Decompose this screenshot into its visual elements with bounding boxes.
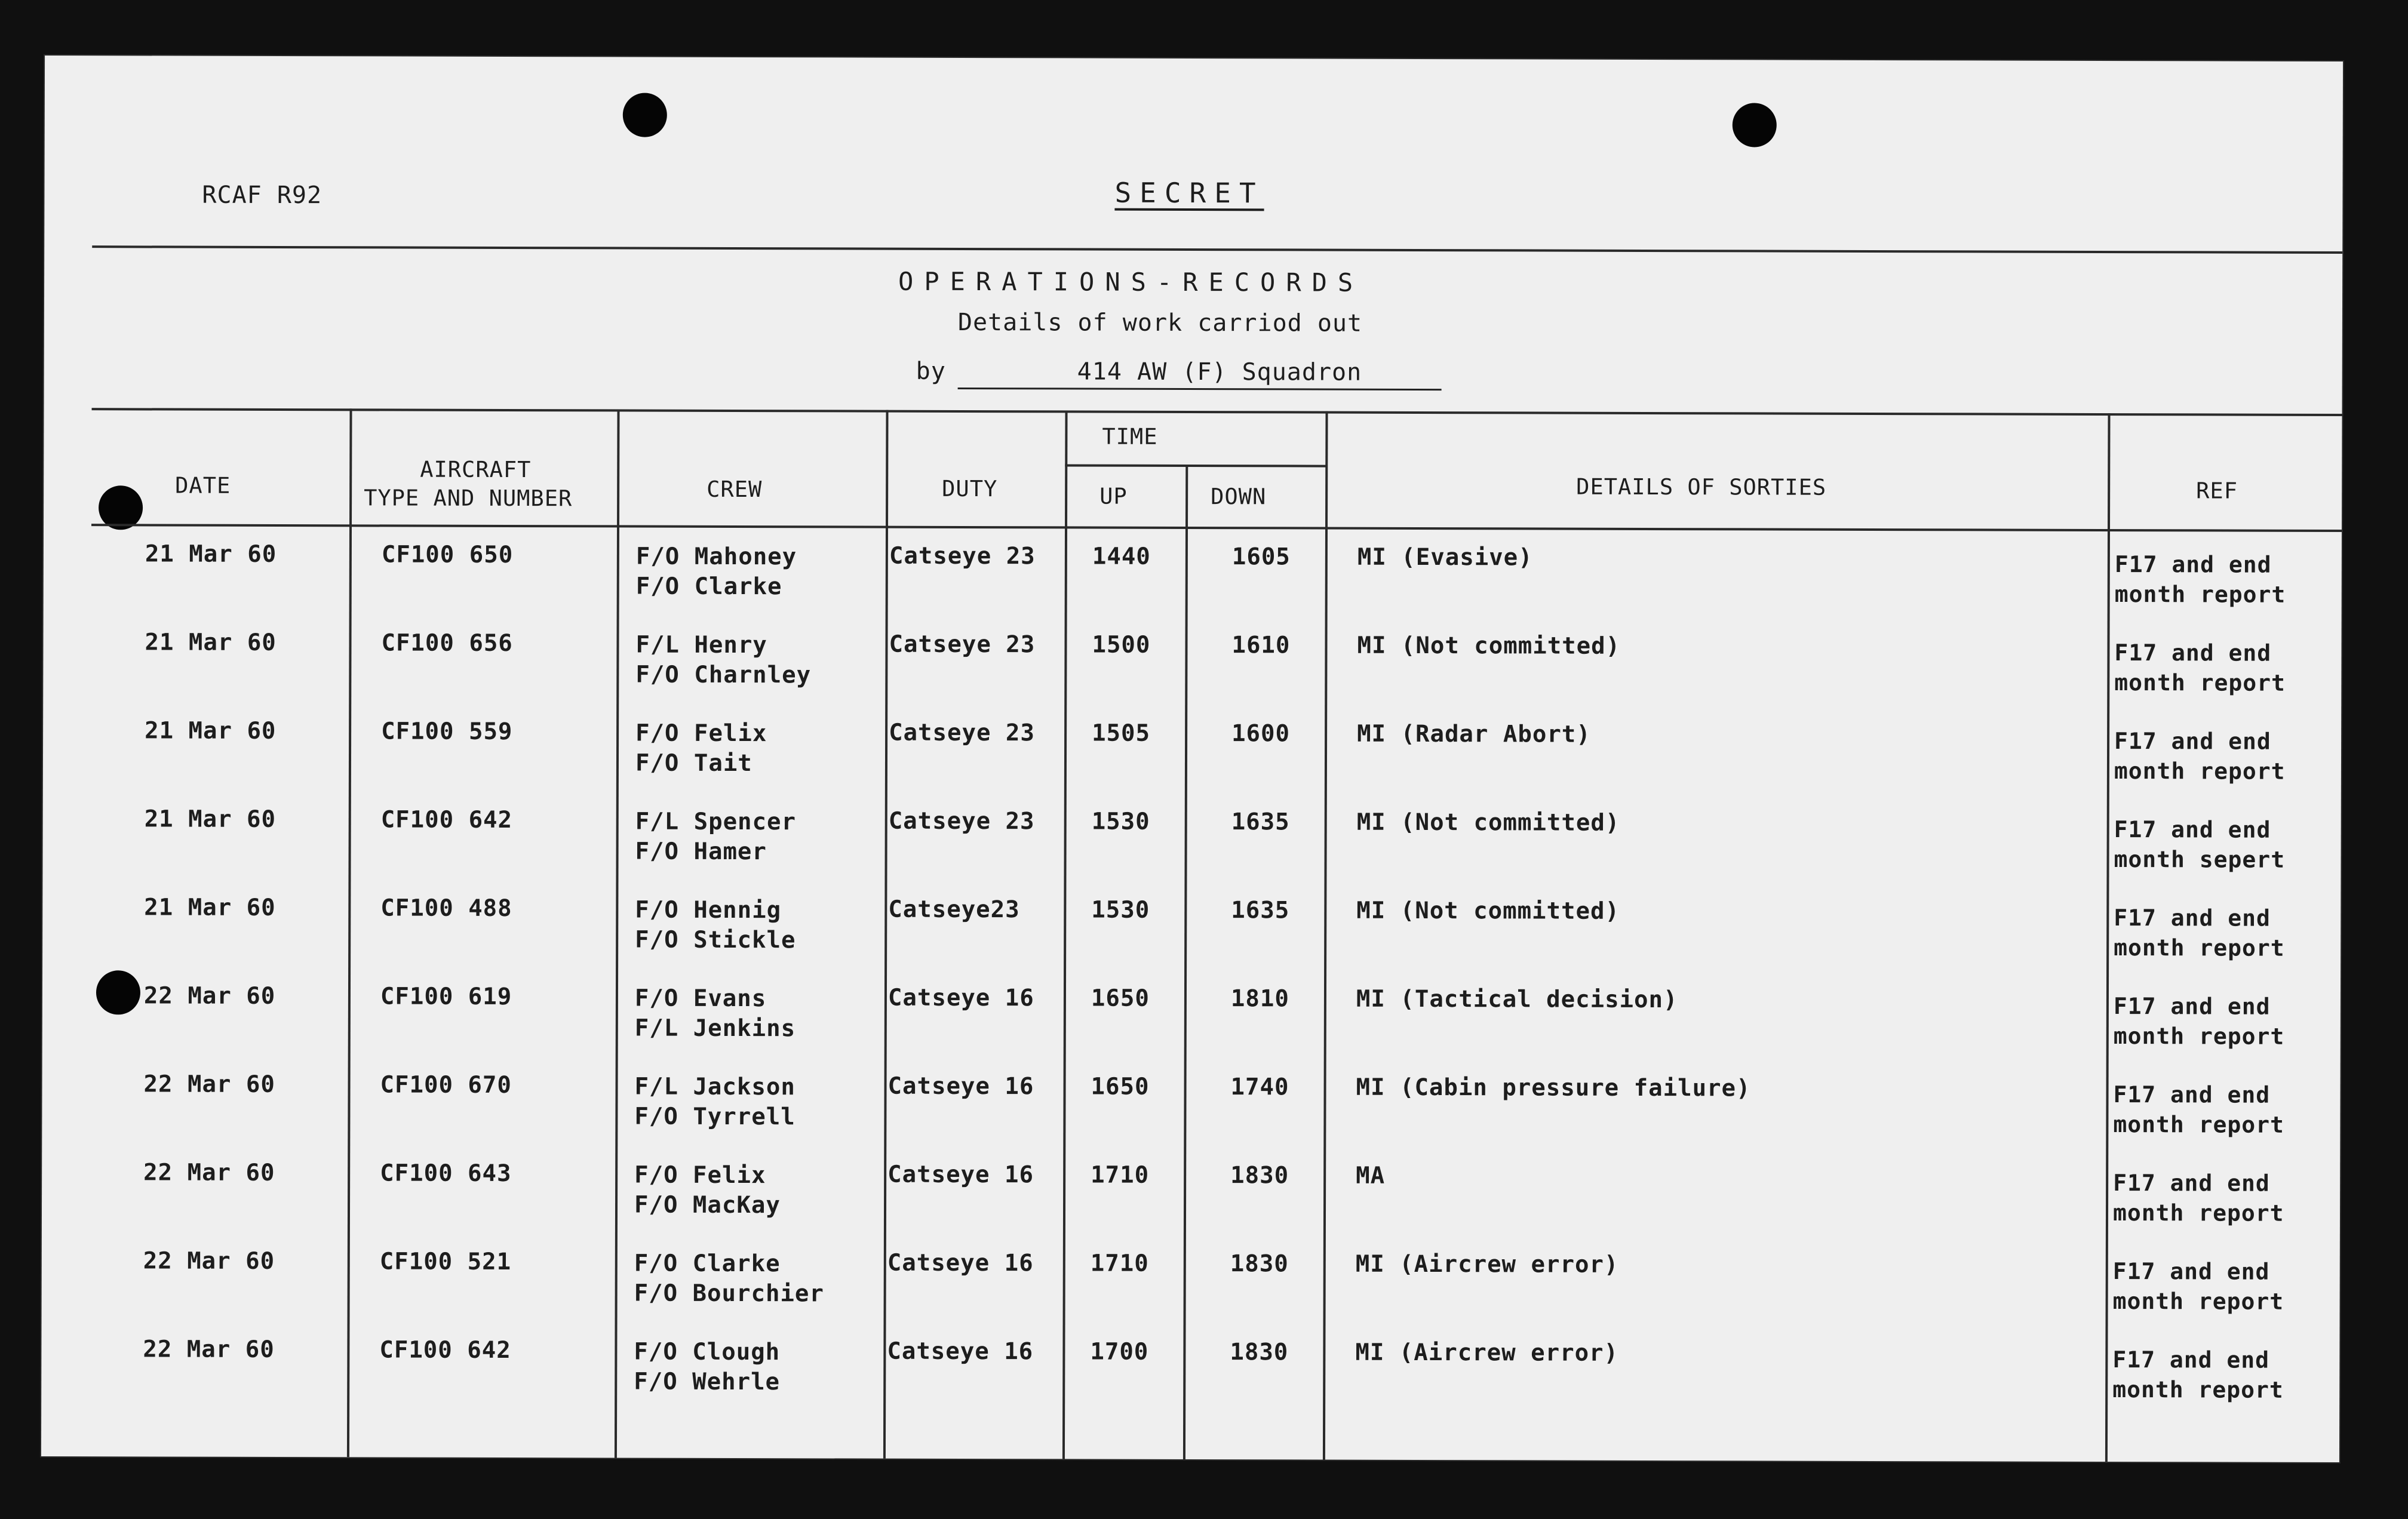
cell-date: 21 Mar 60 [144,894,276,921]
ref-line: month report [2114,934,2285,961]
table-top-rule [92,408,2342,416]
classification-marking: SECRET [1114,176,1264,210]
ref-line: month report [2114,758,2286,785]
crew-navigator: F/O Wehrle [634,1368,781,1396]
operations-record-sheet [41,56,2343,1462]
crew-pilot: F/O Clarke [634,1250,781,1278]
cell-duty: Catseye 16 [887,1337,1034,1366]
cell-aircraft: CF100 650 [381,541,514,569]
ref-line: F17 and end [2113,1081,2271,1108]
cell-ref [2114,814,2286,875]
crew-navigator: F/O Clarke [635,573,782,601]
punch-hole [96,970,140,1014]
ref-line: F17 and end [2112,1346,2270,1373]
cell-date: 22 Mar 60 [143,1159,275,1186]
cell-details: MI (Tactical decision) [1356,985,1678,1014]
cell-ref [2113,1168,2284,1228]
column-divider [2105,413,2111,1462]
cell-date: 21 Mar 60 [145,629,277,656]
crew-pilot: F/O Mahoney [635,543,797,571]
cell-details: MA [1356,1162,1386,1189]
cell-duty: Catseye 23 [889,719,1035,747]
crew-navigator: F/O Stickle [635,926,796,954]
header-details-of-sorties: DETAILS OF SORTIES [1576,473,1827,500]
squadron-underline [958,388,1442,390]
cell-aircraft: CF100 521 [379,1248,512,1276]
ref-line: month report [2113,1111,2285,1138]
header-aircraft: AIRCRAFT [420,456,532,483]
cell-time-up: 1700 [1090,1338,1149,1366]
cell-duty: Catseye 16 [887,1161,1034,1189]
cell-time-down: 1830 [1230,1162,1289,1189]
cell-ref [2113,1080,2284,1140]
form-title: OPERATIONS-RECORDS [898,266,1364,297]
cell-time-up: 1650 [1091,1073,1150,1100]
cell-ref [2113,1256,2284,1317]
cell-details: MI (Evasive) [1357,543,1533,571]
column-divider [883,410,889,1459]
header-time: TIME [1102,423,1158,450]
ref-line: F17 and end [2114,905,2271,931]
column-divider [347,408,352,1457]
cell-ref [2114,991,2285,1051]
ref-line: F17 and end [2114,639,2272,666]
cell-crew [634,1072,796,1133]
crew-navigator: F/O Hamer [635,838,767,866]
cell-time-up: 1650 [1091,985,1150,1012]
cell-time-up: 1505 [1092,719,1151,747]
ref-line: F17 and end [2114,728,2271,755]
cell-details: MI (Aircrew error) [1355,1339,1619,1367]
cell-details: MI (Not committed) [1356,808,1620,837]
cell-aircraft: CF100 619 [380,983,512,1011]
cell-time-down: 1635 [1231,808,1290,836]
cell-ref [2114,726,2286,786]
ref-line: F17 and end [2113,993,2271,1020]
cell-date: 21 Mar 60 [145,540,277,568]
column-divider [1183,465,1188,1459]
ref-line: F17 and end [2114,551,2272,578]
header-divider [92,245,2342,254]
crew-pilot: F/O Hennig [635,896,782,924]
crew-navigator: F/L Jenkins [634,1014,796,1043]
cell-crew [634,1249,825,1309]
cell-duty: Catseye 23 [889,631,1036,659]
cell-date: 22 Mar 60 [143,1247,275,1275]
crew-navigator: F/O Bourchier [634,1280,824,1308]
cell-time-up: 1500 [1092,631,1151,659]
cell-crew [635,896,796,956]
crew-pilot: F/O Evans [634,985,767,1013]
cell-time-down: 1600 [1231,720,1291,748]
cell-time-up: 1710 [1090,1250,1149,1277]
cell-time-down: 1830 [1230,1339,1289,1366]
form-subtitle: Details of work carriod out [957,308,1363,337]
cell-time-up: 1710 [1091,1161,1150,1189]
column-divider [1062,410,1068,1459]
header-up: UP [1099,483,1128,509]
cell-crew [634,1161,781,1221]
ref-line: month sepert [2114,846,2286,873]
cell-ref [2112,1345,2284,1405]
header-ref: REF [2196,478,2238,504]
ref-line: F17 and end [2112,1258,2270,1285]
ref-line: month report [2112,1288,2284,1315]
cell-details: MI (Radar Abort) [1357,720,1591,748]
ref-line: month report [2112,1376,2284,1403]
cell-duty: Catseye 23 [889,542,1036,570]
cell-time-down: 1830 [1230,1250,1289,1278]
crew-pilot: F/O Clough [634,1338,781,1366]
crew-pilot: F/L Spencer [635,808,797,836]
cell-aircraft: CF100 642 [379,1336,511,1364]
squadron-name: 414 AW (F) Squadron [1077,358,1362,386]
header-crew: CREW [707,476,763,503]
header-duty: DUTY [942,475,998,502]
crew-navigator: F/O Tait [635,749,752,777]
ref-line: F17 and end [2113,1170,2270,1197]
cell-duty: Catseye 16 [887,984,1034,1012]
cell-details: MI (Not committed) [1356,897,1620,925]
cell-ref [2114,638,2286,698]
cell-date: 22 Mar 60 [143,1071,275,1098]
crew-pilot: F/O Felix [634,1161,766,1189]
cell-time-down: 1740 [1230,1074,1289,1101]
cell-date: 21 Mar 60 [144,805,277,833]
cell-time-up: 1530 [1091,808,1150,835]
header-down: DOWN [1211,484,1267,510]
cell-crew [636,542,797,602]
cell-crew [635,631,811,691]
crew-navigator: F/O MacKay [634,1191,781,1219]
form-number: RCAF R92 [202,181,322,210]
cell-crew [635,807,797,868]
cell-time-down: 1810 [1230,985,1289,1013]
cell-aircraft: CF100 488 [380,894,512,923]
ref-line: F17 and end [2114,816,2271,843]
cell-ref [2115,549,2286,610]
crew-pilot: F/O Felix [635,719,767,748]
cell-ref [2114,903,2285,963]
cell-time-down: 1605 [1231,543,1291,571]
cell-time-down: 1610 [1231,632,1291,659]
header-date: DATE [175,472,231,499]
time-subheader-rule [1065,464,1326,467]
cell-date: 22 Mar 60 [143,982,276,1010]
cell-details: MI (Aircrew error) [1355,1250,1619,1278]
cell-aircraft: CF100 670 [380,1071,512,1099]
table-header-rule [91,524,2342,532]
cell-date: 21 Mar 60 [145,717,277,745]
header-type-and-number: TYPE AND NUMBER [364,485,573,512]
crew-navigator: F/O Charnley [635,661,812,689]
ref-line: month report [2114,669,2286,696]
cell-time-down: 1635 [1231,897,1290,924]
crew-pilot: F/L Jackson [634,1073,796,1101]
column-divider [1323,411,1328,1460]
ref-line: month report [2114,581,2286,608]
cell-crew [635,719,767,779]
cell-aircraft: CF100 559 [381,718,513,746]
ref-line: month report [2112,1200,2284,1226]
cell-time-up: 1530 [1091,896,1150,924]
punch-hole [623,93,667,137]
cell-duty: Catseye 23 [888,807,1035,835]
cell-date: 22 Mar 60 [143,1336,275,1363]
cell-aircraft: CF100 643 [380,1160,512,1188]
ref-line: month report [2113,1023,2285,1050]
column-divider [615,409,620,1457]
crew-navigator: F/O Tyrrell [634,1103,796,1131]
cell-duty: Catseye23 [888,896,1020,924]
cell-aircraft: CF100 656 [381,629,513,657]
cell-crew [634,1337,780,1398]
crew-pilot: F/L Henry [635,631,767,659]
cell-duty: Catseye 16 [887,1249,1034,1277]
punch-hole [1733,103,1777,147]
by-label: by [916,357,946,385]
cell-details: MI (Not committed) [1357,632,1621,660]
cell-duty: Catseye 16 [887,1072,1034,1100]
cell-crew [635,984,796,1044]
cell-time-up: 1440 [1092,543,1151,570]
cell-details: MI (Cabin pressure failure) [1356,1074,1751,1102]
cell-aircraft: CF100 642 [380,806,513,834]
